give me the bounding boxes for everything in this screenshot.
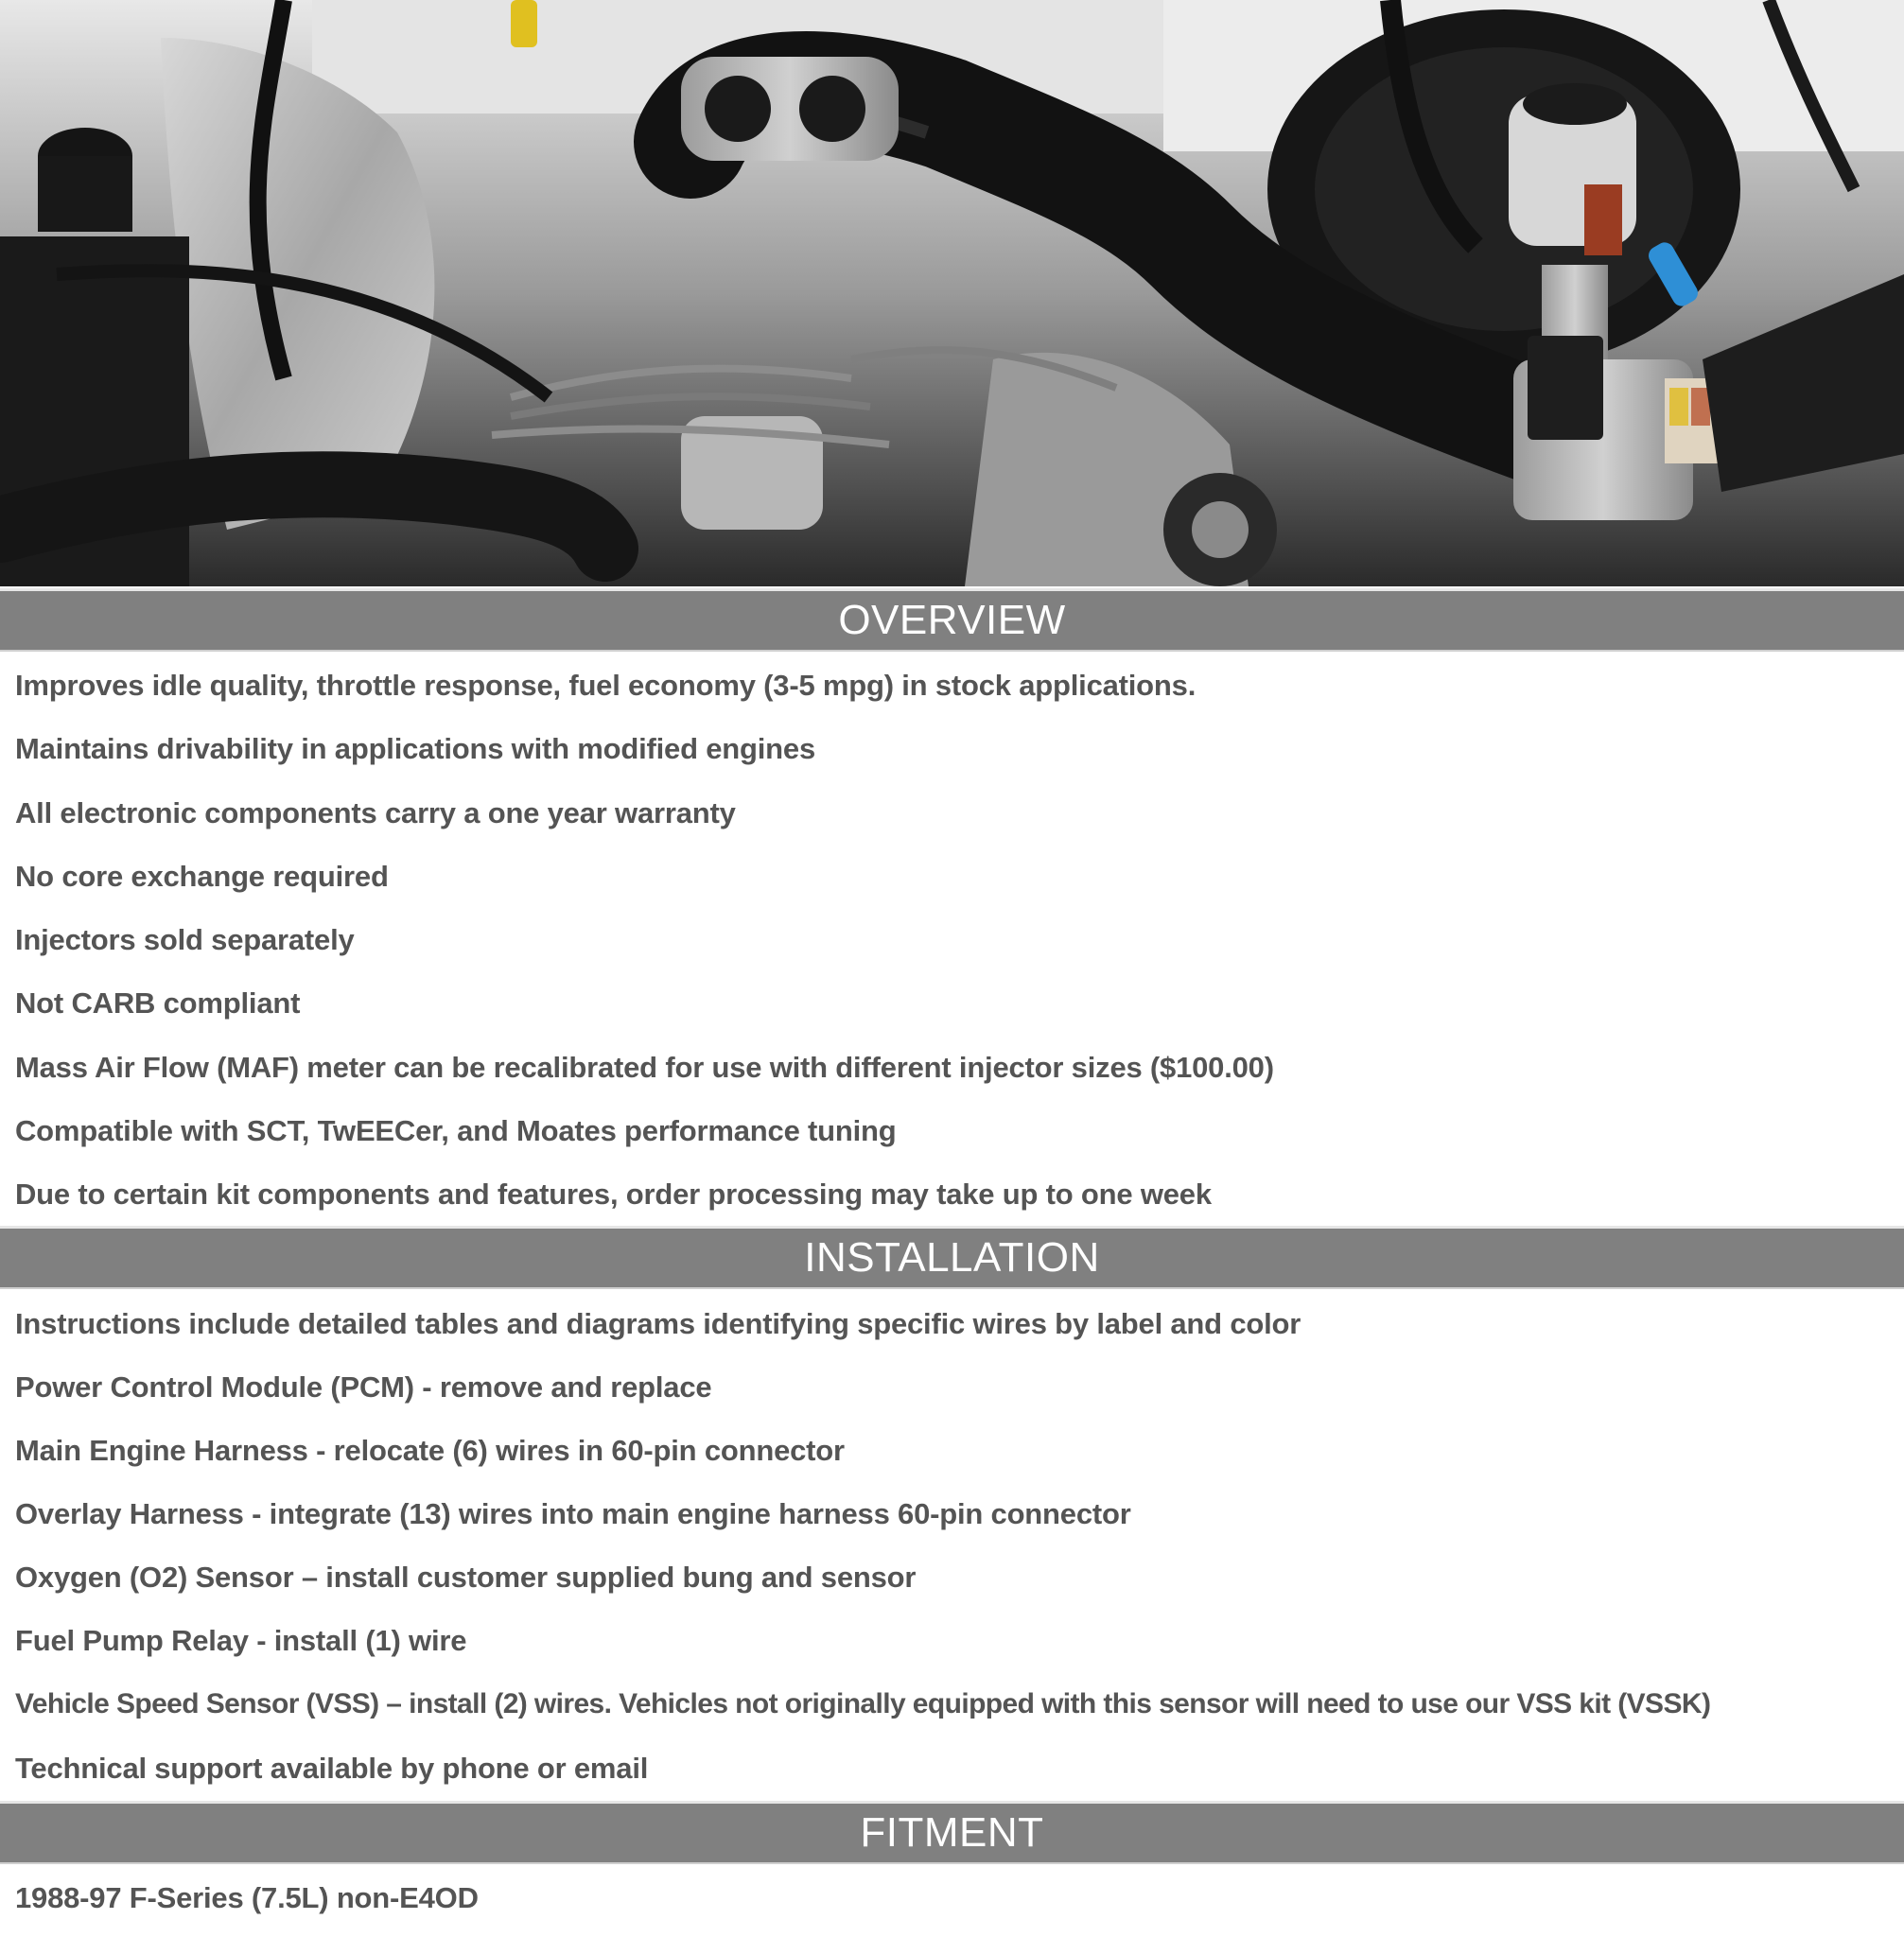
overview-item: Not CARB compliant bbox=[15, 986, 301, 1020]
section-title: FITMENT bbox=[860, 1809, 1044, 1856]
overview-item: Due to certain kit components and features, order processing may take up to one week bbox=[15, 1178, 1212, 1211]
section-title: OVERVIEW bbox=[838, 597, 1066, 643]
engine-bay-photo bbox=[0, 0, 1904, 586]
installation-item: Overlay Harness - integrate (13) wires into main engine harness 60-pin connector bbox=[15, 1497, 1131, 1530]
overview-item: Compatible with SCT, TwEECer, and Moates performance tuning bbox=[15, 1114, 897, 1147]
engine-bay-illustration bbox=[0, 0, 1904, 586]
installation-item: Oxygen (O2) Sensor – install customer supplied bung and sensor bbox=[15, 1561, 917, 1594]
section-header-overview bbox=[0, 588, 1904, 652]
installation-item: Vehicle Speed Sensor (VSS) – install (2) wires. Vehicles not originally equipped with this sensor will need to use our VSS kit (VSSK) bbox=[15, 1688, 1711, 1719]
overview-item: Improves idle quality, throttle response, fuel economy (3-5 mpg) in stock applications. bbox=[15, 669, 1197, 702]
overview-item: Injectors sold separately bbox=[15, 923, 355, 956]
section-header-fitment bbox=[0, 1801, 1904, 1864]
fitment-item: 1988-97 F-Series (7.5L) non-E4OD bbox=[15, 1881, 479, 1914]
overview-item: All electronic components carry a one year warranty bbox=[15, 796, 736, 829]
installation-item: Power Control Module (PCM) - remove and replace bbox=[15, 1370, 712, 1404]
overview-item: No core exchange required bbox=[15, 860, 389, 893]
section-title: INSTALLATION bbox=[804, 1234, 1100, 1281]
overview-item: Maintains drivability in applications with modified engines bbox=[15, 732, 815, 765]
installation-item: Fuel Pump Relay - install (1) wire bbox=[15, 1624, 467, 1657]
section-header-installation bbox=[0, 1226, 1904, 1289]
overview-item: Mass Air Flow (MAF) meter can be recalibrated for use with different injector sizes ($100.00) bbox=[15, 1051, 1274, 1084]
installation-item: Instructions include detailed tables and diagrams identifying specific wires by label and color bbox=[15, 1307, 1301, 1340]
installation-item: Main Engine Harness - relocate (6) wires in 60-pin connector bbox=[15, 1434, 845, 1467]
installation-item: Technical support available by phone or email bbox=[15, 1752, 649, 1785]
